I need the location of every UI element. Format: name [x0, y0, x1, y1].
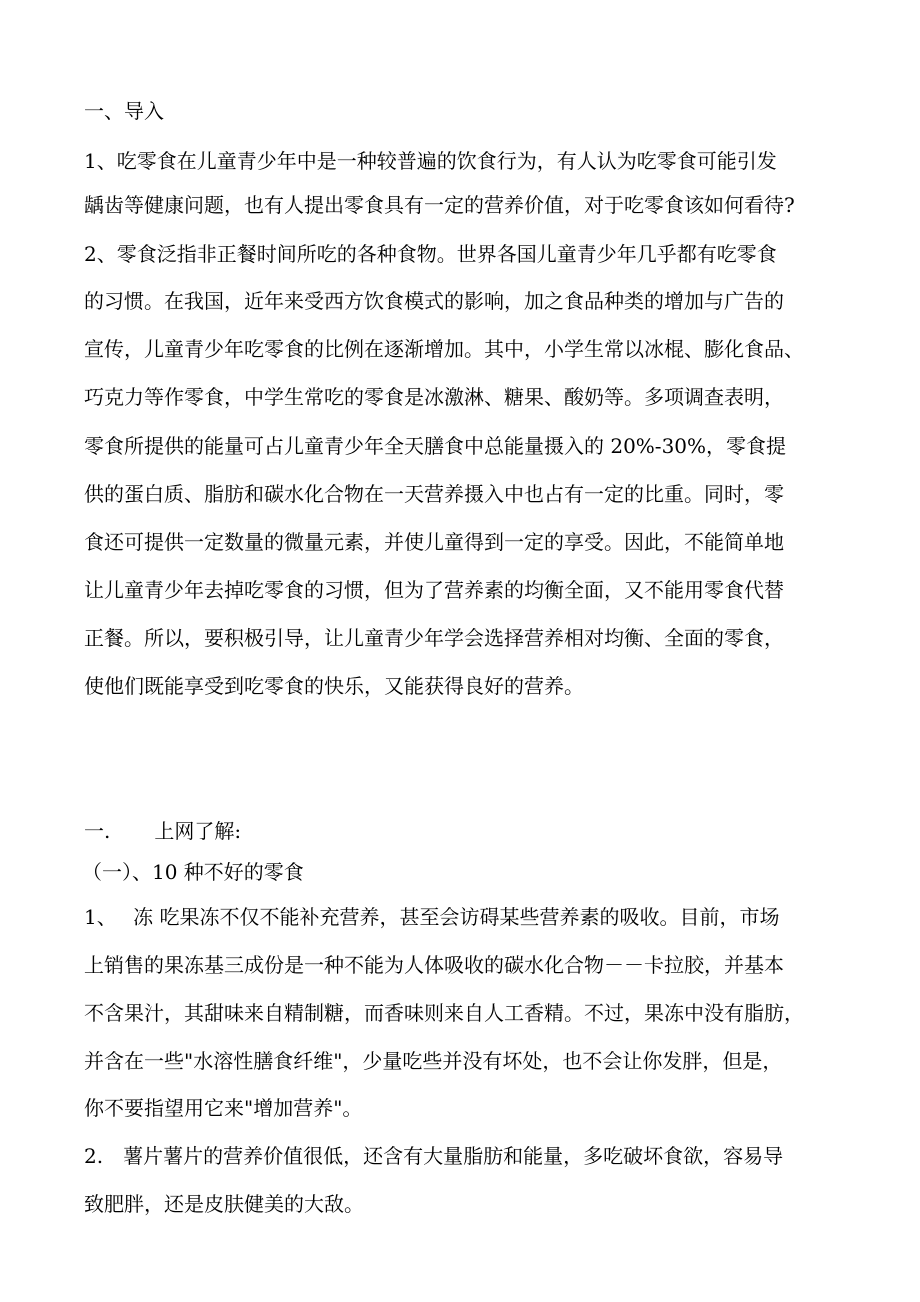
paragraph-line: 宣传，儿童青少年吃零食的比例在逐渐增加。其中，小学生常以冰棍、膨化食品、 — [84, 337, 804, 361]
paragraph-line: 供的蛋白质、脂肪和碳水化合物在一天营养摄入中也占有一定的比重。同时，零 — [84, 482, 784, 506]
subheading-bad-snacks: （一）、10 种不好的零食 — [82, 860, 304, 884]
paragraph-line: 使他们既能享受到吃零食的快乐，又能获得良好的营养。 — [84, 674, 584, 698]
paragraph-line: 不含果汁，其甜味来自精制糖，而香味则来自人工香精。不过，果冻中没有脂肪， — [84, 1001, 804, 1025]
paragraph-line: 2、零食泛指非正餐时间所吃的各种食物。世界各国儿童青少年几乎都有吃零食 — [84, 242, 777, 266]
paragraph-line: 的习惯。在我国，近年来受西方饮食模式的影响，加之食品种类的增加与广告的 — [84, 289, 784, 313]
paragraph-line: 你不要指望用它来"增加营养"。 — [84, 1096, 363, 1120]
paragraph-line: 巧克力等作零食，中学生常吃的零食是冰激淋、糖果、酸奶等。多项调查表明， — [84, 385, 784, 409]
section-heading-number: 一. — [84, 819, 111, 843]
paragraph-line: 并含在一些"水溶性膳食纤维"，少量吃些并没有坏处，也不会让你发胖，但是， — [84, 1049, 783, 1073]
section-heading-text: 上网了解: — [154, 819, 242, 843]
paragraph-line: 1、 冻 吃果冻不仅不能补充营养，甚至会访碍某些营养素的吸收。目前，市场 — [84, 905, 780, 929]
paragraph-line: 零食所提供的能量可占儿童青少年全天膳食中总能量摄入的 20%-30%，零食提 — [84, 434, 787, 458]
paragraph-line: 上销售的果冻基三成份是一种不能为人体吸收的碳水化合物－－卡拉胶，并基本 — [84, 953, 784, 977]
paragraph-line: 让儿童青少年去掉吃零食的习惯，但为了营养素的均衡全面，又不能用零食代替 — [84, 578, 784, 602]
paragraph-line: 食还可提供一定数量的微量元素，并使儿童得到一定的享受。因此，不能简单地 — [84, 530, 784, 554]
section-heading-intro: 一、导入 — [84, 99, 164, 123]
section-heading-research — [84, 819, 241, 843]
paragraph-line: 致肥胖，还是皮肤健美的大敌。 — [84, 1192, 364, 1216]
paragraph-line: 正餐。所以，要积极引导，让儿童青少年学会选择营养相对均衡、全面的零食， — [84, 626, 784, 650]
paragraph-line: 龋齿等健康问题，也有人提出零食具有一定的营养价值，对于吃零食该如何看待? — [84, 193, 795, 217]
paragraph-line: 1、吃零食在儿童青少年中是一种较普遍的饮食行为，有人认为吃零食可能引发 — [84, 149, 777, 173]
paragraph-line: 2. 薯片薯片的营养价值很低，还含有大量脂肪和能量，多吃破坏食欲，容易导 — [84, 1144, 784, 1168]
